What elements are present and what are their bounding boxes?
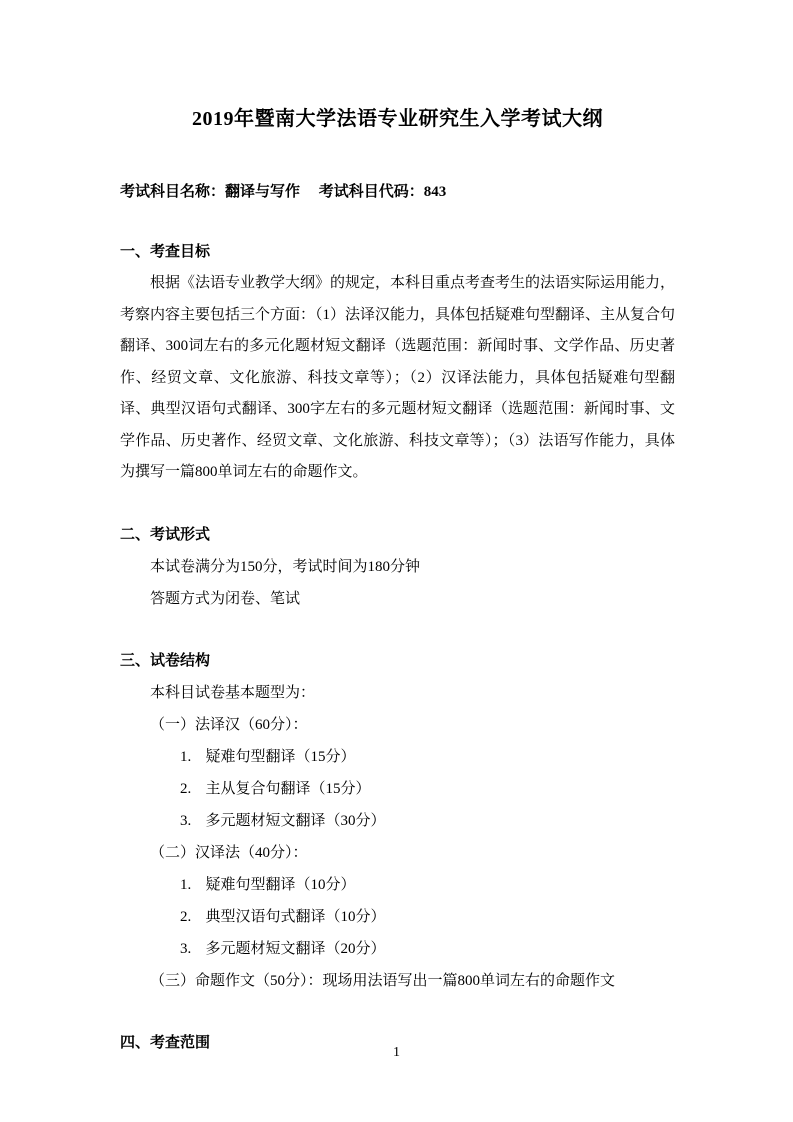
structure-intro: 本科目试卷基本题型为： xyxy=(150,684,316,701)
section-scope-heading: 四、考查范围 xyxy=(120,1034,211,1051)
item-number: 1. xyxy=(180,876,192,893)
item-text: 疑难句型翻译（10分） xyxy=(205,876,356,893)
item-number: 2. xyxy=(180,780,192,797)
item-number: 3. xyxy=(180,812,192,829)
list-item xyxy=(120,901,675,933)
list-item xyxy=(120,933,675,965)
section-paper-structure xyxy=(120,645,675,997)
section-structure-heading: 三、试卷结构 xyxy=(120,652,211,669)
item-text: 主从复合句翻译（15分） xyxy=(205,780,371,797)
format-line-score: 本试卷满分为150分，考试时间为180分钟 xyxy=(150,558,421,575)
list-item xyxy=(120,869,675,901)
format-line-method: 答题方式为闭卷、笔试 xyxy=(150,590,301,607)
section-format-heading: 二、考试形式 xyxy=(120,526,211,543)
group-label-chinese-to-french: （二）汉译法（40分）： xyxy=(150,844,308,861)
list-item xyxy=(120,805,675,837)
list-item xyxy=(120,741,675,773)
section-exam-format xyxy=(120,519,675,615)
section-exam-goal xyxy=(120,236,675,489)
item-text: 疑难句型翻译（15分） xyxy=(205,748,356,765)
page-number: 1 xyxy=(393,1045,400,1060)
item-number: 3. xyxy=(180,940,192,957)
subject-line: 考试科目名称：翻译与写作 考试科目代码：843 xyxy=(120,184,447,200)
list-item xyxy=(120,773,675,805)
section-goal-heading: 一、考查目标 xyxy=(120,244,211,260)
group-label-french-to-chinese: （一）法译汉（60分）： xyxy=(150,716,308,733)
section-goal-paragraph: 根据《法语专业教学大纲》的规定，本科目重点考查考生的法语实际运用能力，考察内容主要包括三个方面：（1）法译汉能力，具体包括疑难句型翻译、主从复合句翻译、300词左右的多元化题材短文翻译（选题范围：新闻时事、文学作品、历史著作、经贸文章、文化旅游、科技文章等）；（2）汉译法能力，具体包括疑难句型翻译、典型汉语句式翻译、300字左右的多元题材短文翻译（选题范围：新闻时事、文学作品、历史著作、经贸文章、文化旅游、科技文章等）；（3）法语写作能力，具体为撰写一篇800单词左右的命题作文。 xyxy=(120,275,676,480)
page-title: 2019年暨南大学法语专业研究生入学考试大纲 xyxy=(192,108,603,130)
item-number: 1. xyxy=(180,748,192,765)
item-text: 多元题材短文翻译（20分） xyxy=(205,940,386,957)
item-number: 2. xyxy=(180,908,192,925)
item-text: 典型汉语句式翻译（10分） xyxy=(205,908,386,925)
group-label-composition: （三）命题作文（50分）：现场用法语写出一篇800单词左右的命题作文 xyxy=(150,972,616,989)
item-text: 多元题材短文翻译（30分） xyxy=(205,812,386,829)
